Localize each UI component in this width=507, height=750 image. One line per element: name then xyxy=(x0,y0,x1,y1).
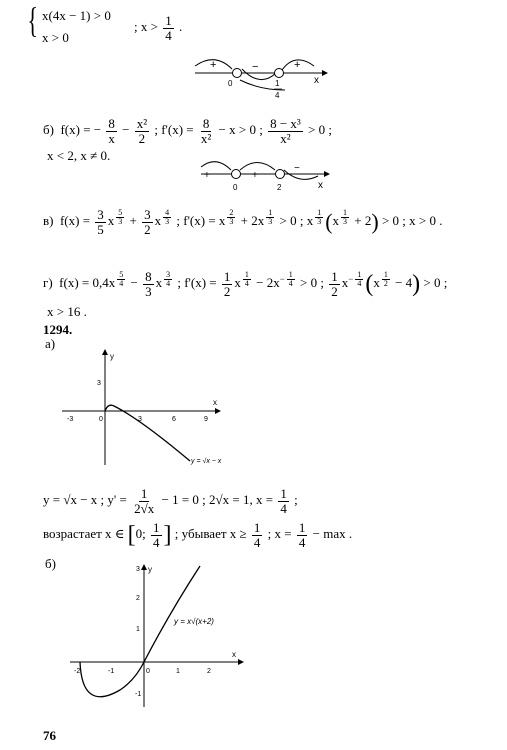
x-label: x xyxy=(213,398,217,407)
system-result: ; x > $\frac{1}{4}$ . xyxy=(134,13,183,43)
curve-label: y = x√(x+2) xyxy=(174,617,214,626)
tick-y-neg1: -1 xyxy=(135,691,142,698)
tick-x-3: 6 xyxy=(172,416,176,423)
x-label: x xyxy=(232,650,236,659)
tick-x-0: -3 xyxy=(67,416,74,423)
sign-chart-1 xyxy=(190,52,330,104)
tick-x-2: 2 xyxy=(207,668,211,675)
part-b2-label: б) xyxy=(45,556,56,571)
sign-3: + xyxy=(294,59,301,71)
part-g-label: г) xyxy=(43,275,53,291)
y-label: y xyxy=(148,565,152,574)
y-label: y xyxy=(110,352,114,361)
part-b-line: б) f(x) = − $\frac{8}{x}$ − $\frac{\text{x²}}{2}$ ; f'(x) = $\frac{8}{\text{x²}}$ − x > 0 ; $\frac{\text{8 − x³}}{\text{x²}}$ > 0 ; xyxy=(43,116,333,146)
tick-x-1: 0 xyxy=(99,416,103,423)
part-a-label: а) xyxy=(45,336,56,351)
part-g-line2: x > 16 . xyxy=(47,304,87,319)
tick-x-neg2: -2 xyxy=(74,668,81,675)
tick-y-1: 1 xyxy=(136,626,140,633)
label-4: 4 xyxy=(275,91,280,100)
tick-x-0: 0 xyxy=(146,668,150,675)
axis-label: x xyxy=(318,180,323,191)
part-v-label: в) xyxy=(43,213,54,229)
problem-number: 1294. xyxy=(43,322,73,337)
label-1: 1 xyxy=(275,79,280,88)
part-g-line: г) f(x) = 0,4x $^{\frac{5}{4}}$ − $\frac{8}{3}$ x $^{\frac{3}{4}}$ ; f'(x) = $\frac{1}{2}$ x $^{\frac{1}{4}}$ − $2x^{- \frac{1}{4}}$ > 0 ; $\frac{1}{2}$ $x^{- \frac{1}{4}}$ (x $^{\frac{1}{2}}$ − 4) > 0 ; xyxy=(43,269,448,299)
page-number: 76 xyxy=(43,728,56,743)
curve-1 xyxy=(105,405,190,461)
axis-label: x xyxy=(314,75,319,86)
tick-x-1: 1 xyxy=(176,668,180,675)
graph-1 xyxy=(40,345,240,475)
sign-3: − xyxy=(294,163,300,174)
tick-x-2: 3 xyxy=(138,416,142,423)
curve-label: y = √x − x xyxy=(191,458,222,465)
sign-2: − xyxy=(252,61,259,73)
graph-2 xyxy=(60,562,250,712)
tick-3-y: 3 xyxy=(97,380,101,387)
part-b-label: б) xyxy=(43,122,54,138)
part-a-solution-line1: y = √x − x ; y' = $\frac{1}{2√x}$ − 1 = 0 ; 2√x = 1, x = $\frac{1}{4}$ ; xyxy=(43,486,298,516)
part-a-solution-line2: возрастает x ∈ [0; $\frac{1}{4}$ ] ; убывает x ≥ $\frac{1}{4}$ ; x = $\frac{1}{4}$ − max . xyxy=(43,520,353,550)
label-0: 0 xyxy=(228,79,233,88)
curve-2 xyxy=(80,566,200,697)
tick-y-2: 2 xyxy=(136,595,140,602)
sign-1: + xyxy=(210,59,217,71)
sign-1: + xyxy=(204,170,210,181)
left-brace: { xyxy=(27,0,38,40)
sign-chart-2 xyxy=(196,155,336,197)
tick-x-neg1: -1 xyxy=(108,668,115,675)
system-line2: x > 0 xyxy=(42,30,69,45)
tick-x-4: 9 xyxy=(204,416,208,423)
system-line1: x(4x − 1) > 0 xyxy=(42,8,111,23)
label-0: 0 xyxy=(233,183,238,192)
tick-y-3: 3 xyxy=(136,566,140,573)
sign-2: + xyxy=(252,170,258,181)
part-b-line2: x < 2, x ≠ 0. xyxy=(47,148,111,163)
label-2: 2 xyxy=(277,183,282,192)
part-v-line: в) f(x) = $\frac{3}{5}$ x $^{\frac{5}{3}}$ + $\frac{3}{2}$ x $^{\frac{4}{3}}$ ; f'(x) = x $^{\frac{2}{3}}$ + 2x $^{\frac{1}{3}}$ > 0 ; x $^{\frac{1}{3}}$ (x $^{\frac{1}{3}}$ + 2) > 0 ; x > 0 . xyxy=(43,207,443,237)
